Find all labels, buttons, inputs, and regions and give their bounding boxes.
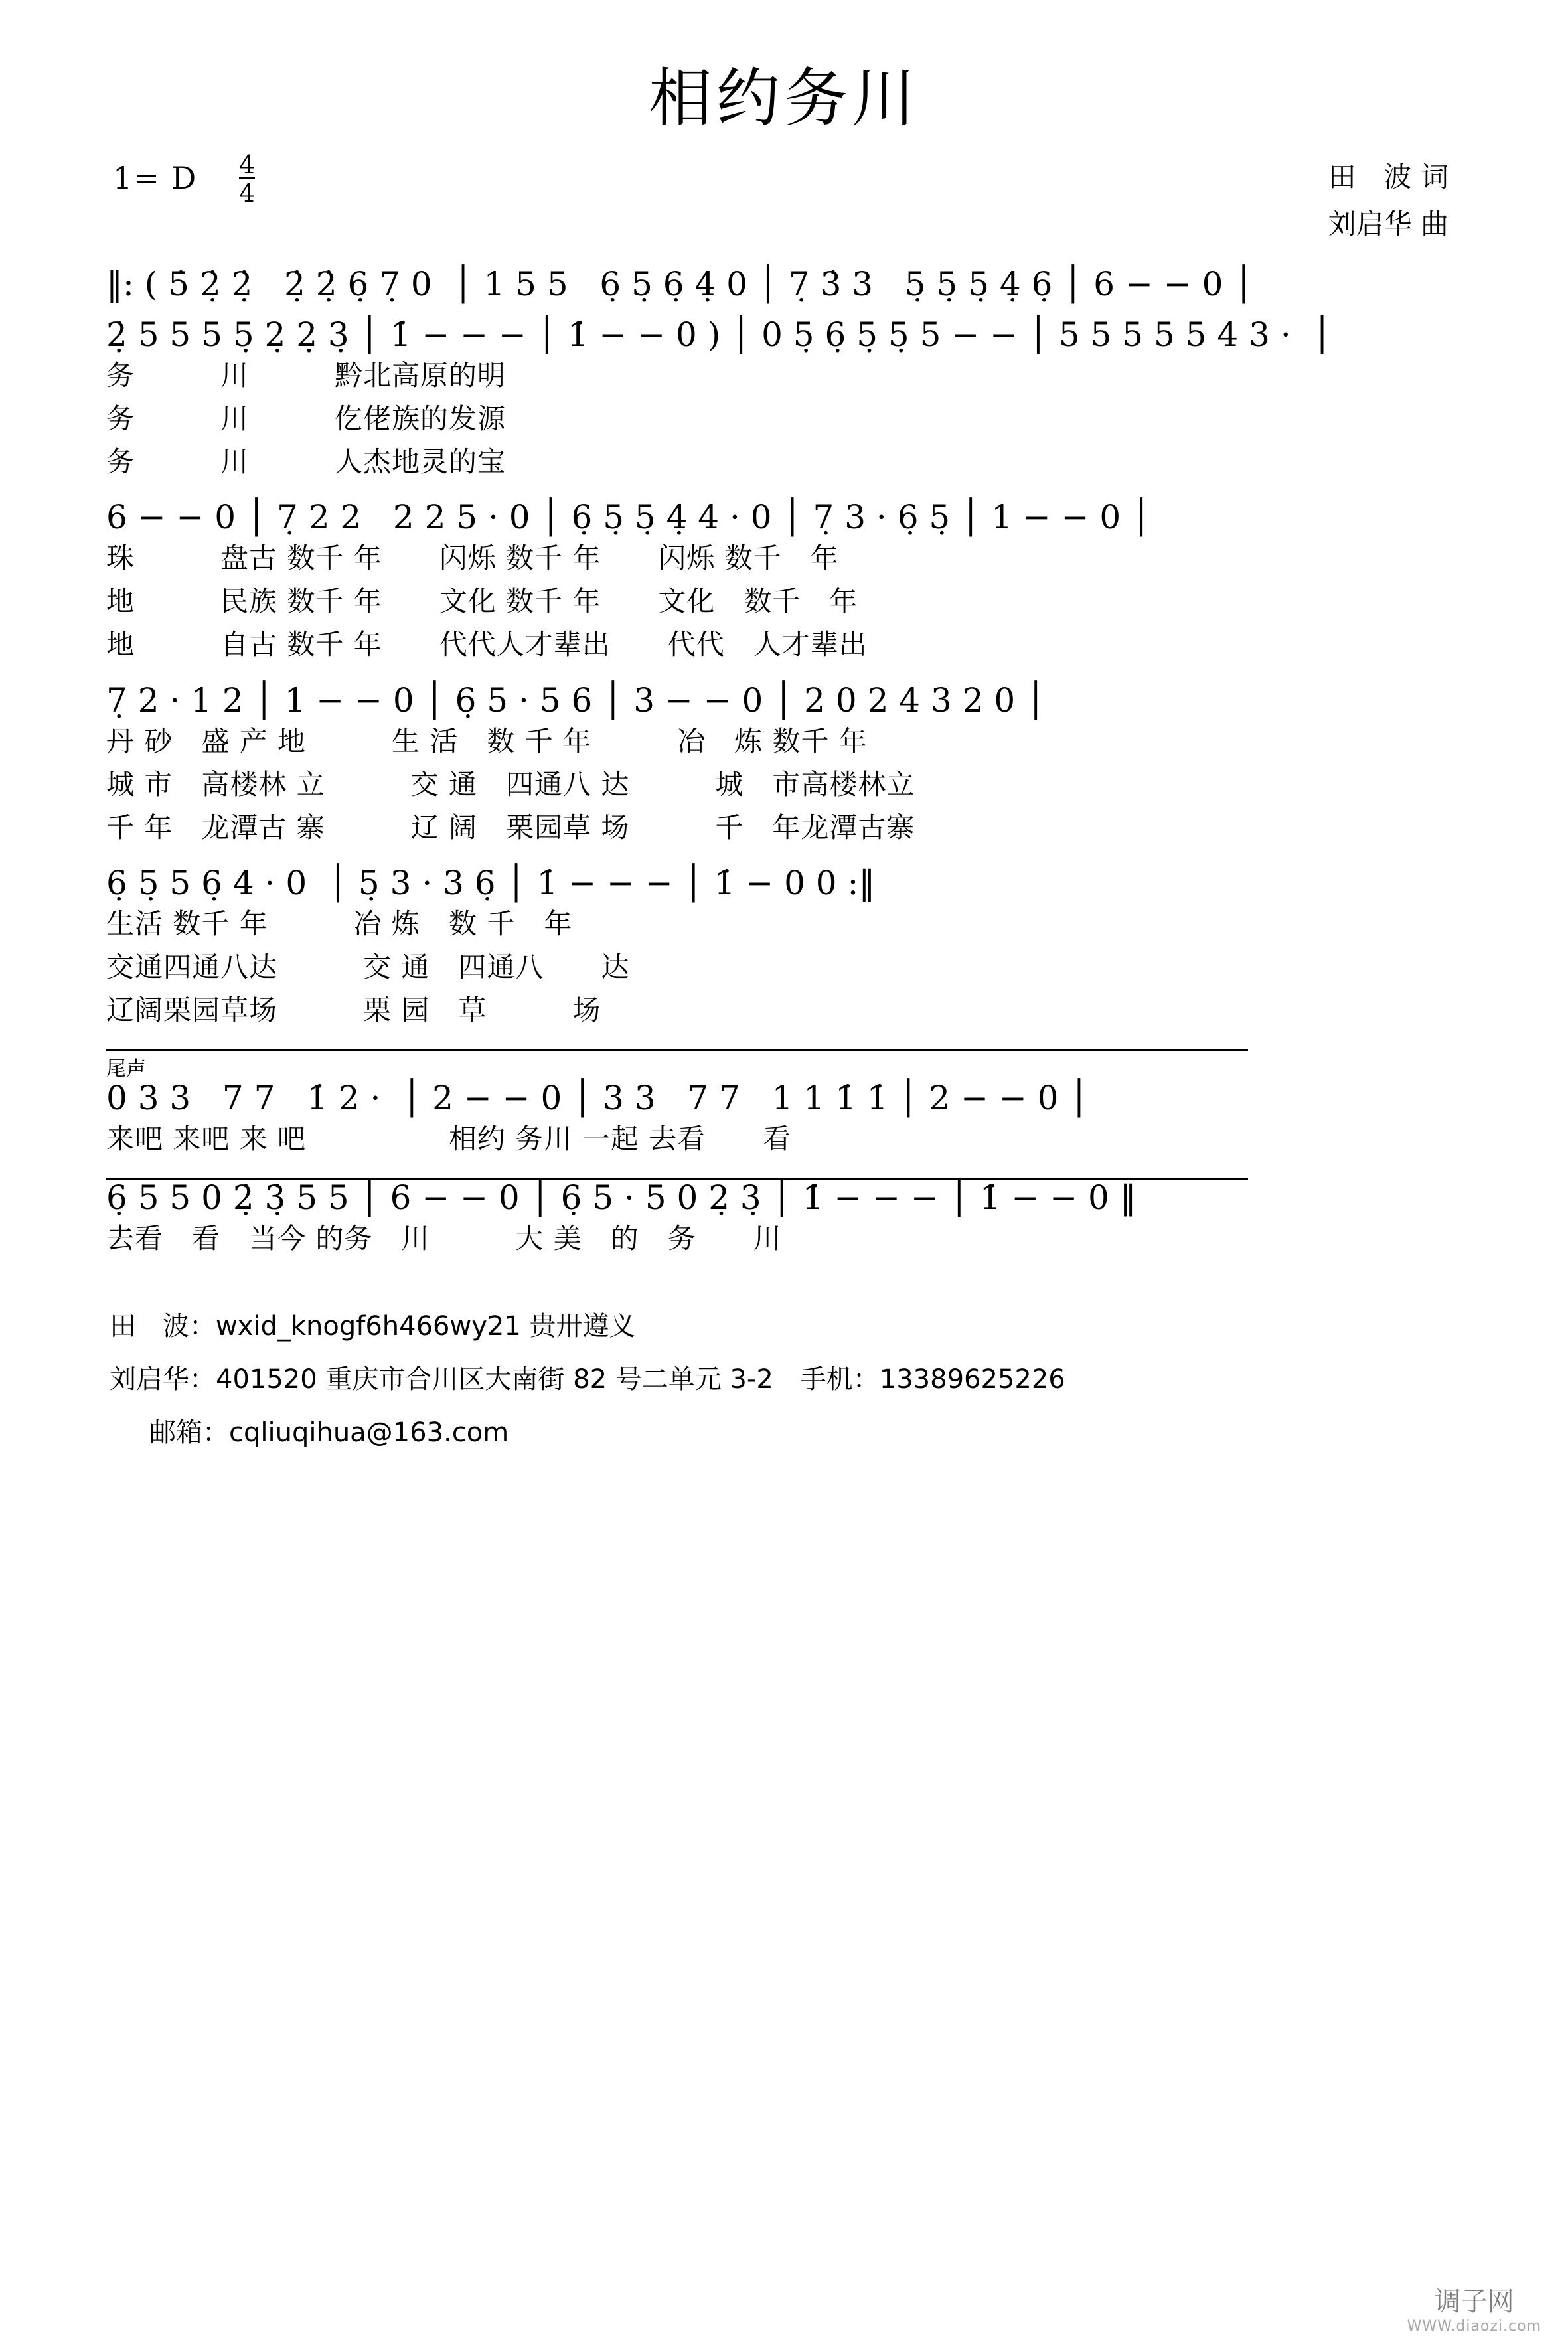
lyric-verse-1: 珠 盘古 数千 年 闪烁 数千 年 闪烁 数千 年: [106, 542, 839, 575]
footer-line-composer: 刘启华：401520 重庆市合川区大南街 82 号二单元 3-2 手机：13389625226: [110, 1364, 1065, 1395]
watermark-main: 调子网: [1434, 2286, 1514, 2317]
lyric-verse-3: 务 川 人杰地灵的宝: [106, 445, 507, 479]
lyric-verse-1: 丹 砂 盛 产 地 生 活 数 千 年 冶 炼 数千 年: [106, 724, 868, 757]
lyric-block: [106, 902, 1462, 1032]
note-row: ‖: ( 5̇ 2̣̇ 2̣̇ 2̣̇ 2̣̇ 6̣ 7̣ 0 │ 1 5 5 6̣ 5̣ 6̣ 4̣ 0 │ 7̣ 3̇ 3 5̣ 5̣ 5̣ 4̣ 6̣ │ 6 − − 0 │: [106, 265, 1254, 303]
note-row: 6̣ 5̣ 5 6̣ 4 · 0 │ 5̣ 3 · 3 6̣ │ 1̇ − − − │ 1̇ − 0 0 :‖: [106, 863, 876, 902]
header-row: [0, 148, 1568, 268]
key-signature: 1= D: [113, 160, 198, 196]
lyric-verse-2: 城 市 高楼林 立 交 通 四通八 达 城 市高楼林立: [106, 767, 915, 801]
time-signature: [239, 152, 255, 206]
lyric-verse-2: 地 民族 数千 年 文化 数千 年 文化 数千 年: [106, 585, 858, 618]
lyric-verse-1: 生活 数千 年 冶 炼 数 千 年: [106, 907, 573, 940]
note-row: 6̣ 5 5 0 2̣̇ 3̣̇ 5 5 │ 6 − − 0 │ 6̣ 5 · 5 0 2̣ 3̣ │ 1̇ − − − │ 1̇ − − 0 ‖: [106, 1178, 1137, 1217]
system-verse-line-1: [106, 498, 1462, 666]
watermark: [1407, 2280, 1541, 2335]
lyric-block: [106, 354, 1462, 483]
contact-footer: [110, 1300, 1568, 1459]
lyric-coda-2: 去看 看 当今 的务 川 大 美 的 务 川: [106, 1222, 782, 1255]
lyric-block: [106, 1117, 1462, 1160]
note-row: 0 3 3 7 7 1̇ 2 · │ 2 − − 0 │ 3 3 7 7 1 1 1̇ 1̇ │ 2 − − 0 │: [106, 1079, 1089, 1118]
lyric-block: [106, 720, 1462, 849]
lyric-verse-1: 务 川 黔北高原的明: [106, 359, 507, 392]
lyric-verse-2: 务 川 仡佬族的发源: [106, 402, 507, 435]
section-divider: [106, 1049, 1248, 1051]
time-signature-denominator: 4: [239, 179, 256, 208]
note-row: 2̣̇ 5 5 5 5̣ 2̣ 2̣ 3̣ │ 1̇ − − − │ 1̇ − − 0 ) │ 0 5̣ 6̣ 5̣ 5̣ 5 − − │ 5 5 5 5 5 4 3 · │: [106, 315, 1332, 354]
lyricist-credit: 田 波 词: [1328, 161, 1449, 193]
system-intro-line-2: [106, 315, 1462, 483]
page-title: 相约务川: [649, 61, 919, 135]
system-verse-line-3: [106, 863, 1462, 1032]
note-row: 6 − − 0 │ 7̣ 2 2 2 2 5 · 0 │ 6̣ 5̣ 5̣ 4̣ 4 · 0 │ 7̣ 3 · 6̣ 5̣ │ 1 − − 0 │: [106, 498, 1152, 537]
note-row: 7̣ 2 · 1 2 │ 1 − − 0 │ 6̣ 5 · 5 6 │ 3 − − 0 │ 2 0 2 4 3 2 0 │: [106, 680, 1046, 720]
system-coda-line-1: [106, 1049, 1462, 1160]
system-verse-line-2: [106, 680, 1462, 849]
footer-line-lyricist: 田 波：wxid_knogf6h466wy21 贵卅遵义: [110, 1311, 636, 1342]
lyric-block: [106, 1217, 1462, 1260]
system-coda-line-2: [106, 1178, 1462, 1260]
music-systems: [106, 265, 1462, 1260]
lyric-verse-3: 地 自古 数千 年 代代人才辈出 代代 人才辈出: [106, 628, 868, 661]
coda-label: 尾声: [106, 1058, 146, 1081]
lyric-verse-2: 交通四通八达 交 通 四通八 达: [106, 950, 630, 983]
lyric-verse-3: 千 年 龙潭古 寨 辽 阔 栗园草 场 千 年龙潭古寨: [106, 811, 915, 844]
watermark-sub: WWW.diaozi.com: [1407, 2318, 1541, 2335]
credits: [1328, 153, 1449, 248]
time-signature-numerator: 4: [239, 150, 256, 179]
lyric-verse-3: 辽阔栗园草场 栗 园 草 场: [106, 994, 601, 1027]
system-intro-line-1: [106, 265, 1462, 303]
footer-line-email: 邮箱：cqliuqihua@163.com: [149, 1417, 509, 1449]
lyric-coda-1: 来吧 来吧 来 吧 相约 务川 一起 去看 看: [106, 1123, 792, 1156]
lyric-block: [106, 536, 1462, 666]
composer-credit: 刘启华 曲: [1328, 208, 1449, 241]
